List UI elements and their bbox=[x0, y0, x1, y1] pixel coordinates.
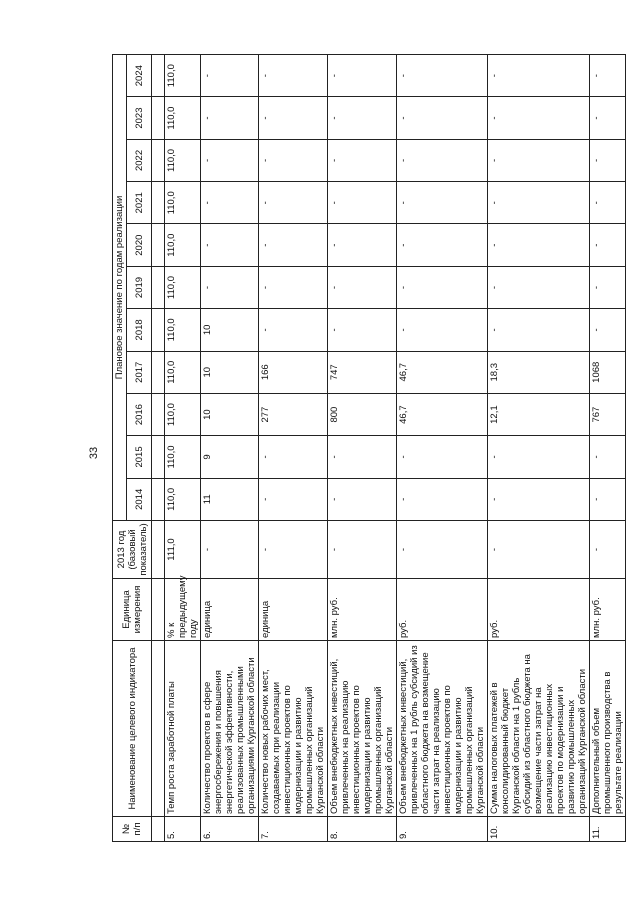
header-year: 2022 bbox=[127, 139, 152, 181]
unit: руб. bbox=[488, 579, 590, 641]
header-year: 2021 bbox=[127, 182, 152, 224]
empty-spacer-row bbox=[152, 54, 165, 841]
base-value: - bbox=[328, 521, 397, 579]
unit: млн. руб. bbox=[590, 579, 626, 641]
header-year: 2023 bbox=[127, 97, 152, 139]
header-year: 2024 bbox=[127, 54, 152, 97]
year-value: 9 bbox=[201, 436, 259, 478]
year-value: 10 bbox=[201, 393, 259, 435]
table-row bbox=[397, 54, 488, 841]
year-value: - bbox=[259, 97, 328, 139]
year-value: - bbox=[328, 139, 397, 181]
table-row bbox=[328, 54, 397, 841]
unit: единица bbox=[201, 579, 259, 641]
table-row bbox=[259, 54, 328, 841]
year-value: - bbox=[328, 478, 397, 520]
header-indicator-name: Наименование целевого индикатора bbox=[113, 641, 152, 817]
header-year: 2014 bbox=[127, 478, 152, 520]
year-value: - bbox=[488, 54, 590, 97]
year-value: - bbox=[488, 182, 590, 224]
indicator-name: Дополнительный объем промышленного производства в результате реализации bbox=[590, 641, 626, 817]
year-value: - bbox=[328, 54, 397, 97]
base-value: - bbox=[590, 521, 626, 579]
indicator-name: Сумма налоговых платежей в консолидированный бюджет Курганской области на 1 рубль субсидий из областного бюджета на возмещение части затрат на реализацию инвестиционных проектов по модернизации и развитию промышленных организаций Курганской области bbox=[488, 641, 590, 817]
indicator-name: Количество проектов в сфере энергосбережения и повышения энергетической эффективности, реализованных промышленными организациями Курганской области bbox=[201, 641, 259, 817]
year-value: 46,7 bbox=[397, 351, 488, 393]
year-value: - bbox=[590, 266, 626, 308]
row-number: 7. bbox=[259, 817, 328, 842]
year-value: - bbox=[397, 139, 488, 181]
year-value: 46,7 bbox=[397, 393, 488, 435]
year-value: - bbox=[488, 224, 590, 266]
base-value: - bbox=[201, 521, 259, 579]
header-year: 2015 bbox=[127, 436, 152, 478]
year-value: - bbox=[590, 436, 626, 478]
year-value: 12,1 bbox=[488, 393, 590, 435]
year-value: - bbox=[488, 266, 590, 308]
year-value: 767 bbox=[590, 393, 626, 435]
year-value: - bbox=[397, 478, 488, 520]
indicator-name: Объем внебюджетных инвестиций, привлеченных на 1 рубль субсидий из областного бюджета на возмещение части затрат на реализацию инвестиционных проектов по модернизации и развитию промышленных организаций Курганской области bbox=[397, 641, 488, 817]
year-value: 110,0 bbox=[165, 182, 201, 224]
year-value: - bbox=[201, 54, 259, 97]
year-value: 110,0 bbox=[165, 436, 201, 478]
year-value: - bbox=[488, 139, 590, 181]
year-value: 800 bbox=[328, 393, 397, 435]
base-value: - bbox=[488, 521, 590, 579]
year-value: 1068 bbox=[590, 351, 626, 393]
year-value: 110,0 bbox=[165, 478, 201, 520]
year-value: - bbox=[201, 182, 259, 224]
page-number: 33 bbox=[88, 446, 100, 460]
year-value: 10 bbox=[201, 351, 259, 393]
header-year: 2020 bbox=[127, 224, 152, 266]
base-value: - bbox=[259, 521, 328, 579]
table-row bbox=[201, 54, 259, 841]
year-value: 110,0 bbox=[165, 309, 201, 351]
unit: руб. bbox=[397, 579, 488, 641]
year-value: - bbox=[397, 182, 488, 224]
year-value: - bbox=[259, 309, 328, 351]
year-value: 110,0 bbox=[165, 393, 201, 435]
year-value: 110,0 bbox=[165, 139, 201, 181]
header-planned-values: Плановое значение по годам реализации bbox=[113, 54, 127, 520]
year-value: 110,0 bbox=[165, 351, 201, 393]
indicator-name: Количество новых рабочих мест, создаваемых при реализации инвестиционных проектов по модернизации и развитию промышленных организаций Курганской области bbox=[259, 641, 328, 817]
year-value: - bbox=[259, 436, 328, 478]
year-value: - bbox=[488, 436, 590, 478]
rotated-table-container bbox=[112, 55, 624, 842]
year-value: 110,0 bbox=[165, 97, 201, 139]
unit: % к предыдущему году bbox=[165, 579, 201, 641]
row-number: 5. bbox=[165, 817, 201, 842]
header-unit: Единица измерения bbox=[113, 579, 152, 641]
year-value: - bbox=[397, 97, 488, 139]
row-number: 8. bbox=[328, 817, 397, 842]
year-value: - bbox=[397, 266, 488, 308]
year-value: - bbox=[259, 139, 328, 181]
year-value: 747 bbox=[328, 351, 397, 393]
row-number: 10. bbox=[488, 817, 590, 842]
year-value: - bbox=[488, 97, 590, 139]
header-num: № п/п bbox=[113, 817, 152, 842]
year-value: 110,0 bbox=[165, 266, 201, 308]
year-value: - bbox=[590, 97, 626, 139]
indicator-name: Объем внебюджетных инвестиций, привлеченных на реализацию инвестиционных проектов по модернизации и развитию промышленных организаций Курганской области bbox=[328, 641, 397, 817]
year-value: 110,0 bbox=[165, 54, 201, 97]
year-value: - bbox=[590, 224, 626, 266]
year-value: - bbox=[259, 478, 328, 520]
header-year: 2016 bbox=[127, 393, 152, 435]
row-number: 9. bbox=[397, 817, 488, 842]
year-value: - bbox=[328, 436, 397, 478]
year-value: - bbox=[590, 139, 626, 181]
indicator-name: Темп роста заработной платы bbox=[165, 641, 201, 817]
year-value: - bbox=[397, 309, 488, 351]
base-value: 111,0 bbox=[165, 521, 201, 579]
year-value: - bbox=[488, 478, 590, 520]
year-value: 10 bbox=[201, 309, 259, 351]
year-value: - bbox=[201, 224, 259, 266]
year-value: 11 bbox=[201, 478, 259, 520]
year-value: - bbox=[259, 54, 328, 97]
year-value: - bbox=[397, 54, 488, 97]
year-value: - bbox=[328, 309, 397, 351]
year-value: 18,3 bbox=[488, 351, 590, 393]
header-year: 2018 bbox=[127, 309, 152, 351]
base-value: - bbox=[397, 521, 488, 579]
header-year: 2017 bbox=[127, 351, 152, 393]
row-number: 11. bbox=[590, 817, 626, 842]
unit: млн. руб. bbox=[328, 579, 397, 641]
year-value: - bbox=[328, 224, 397, 266]
year-value: - bbox=[397, 436, 488, 478]
year-value: - bbox=[259, 224, 328, 266]
header-base-year: 2013 год (базовый показатель) bbox=[113, 521, 152, 579]
year-value: - bbox=[590, 478, 626, 520]
year-value: 166 bbox=[259, 351, 328, 393]
year-value: 110,0 bbox=[165, 224, 201, 266]
year-value: - bbox=[590, 309, 626, 351]
year-value: - bbox=[397, 224, 488, 266]
year-value: - bbox=[201, 139, 259, 181]
year-value: - bbox=[328, 182, 397, 224]
year-value: - bbox=[201, 97, 259, 139]
unit: единица bbox=[259, 579, 328, 641]
table-row bbox=[590, 54, 626, 841]
table-row bbox=[165, 54, 201, 841]
row-number: 6. bbox=[201, 817, 259, 842]
year-value: - bbox=[259, 266, 328, 308]
year-value: - bbox=[590, 54, 626, 97]
year-value: - bbox=[259, 182, 328, 224]
header-year: 2019 bbox=[127, 266, 152, 308]
year-value: 277 bbox=[259, 393, 328, 435]
year-value: - bbox=[590, 182, 626, 224]
table-row bbox=[488, 54, 590, 841]
year-value: - bbox=[201, 266, 259, 308]
indicator-table bbox=[112, 54, 626, 842]
year-value: - bbox=[488, 309, 590, 351]
year-value: - bbox=[328, 97, 397, 139]
year-value: - bbox=[328, 266, 397, 308]
